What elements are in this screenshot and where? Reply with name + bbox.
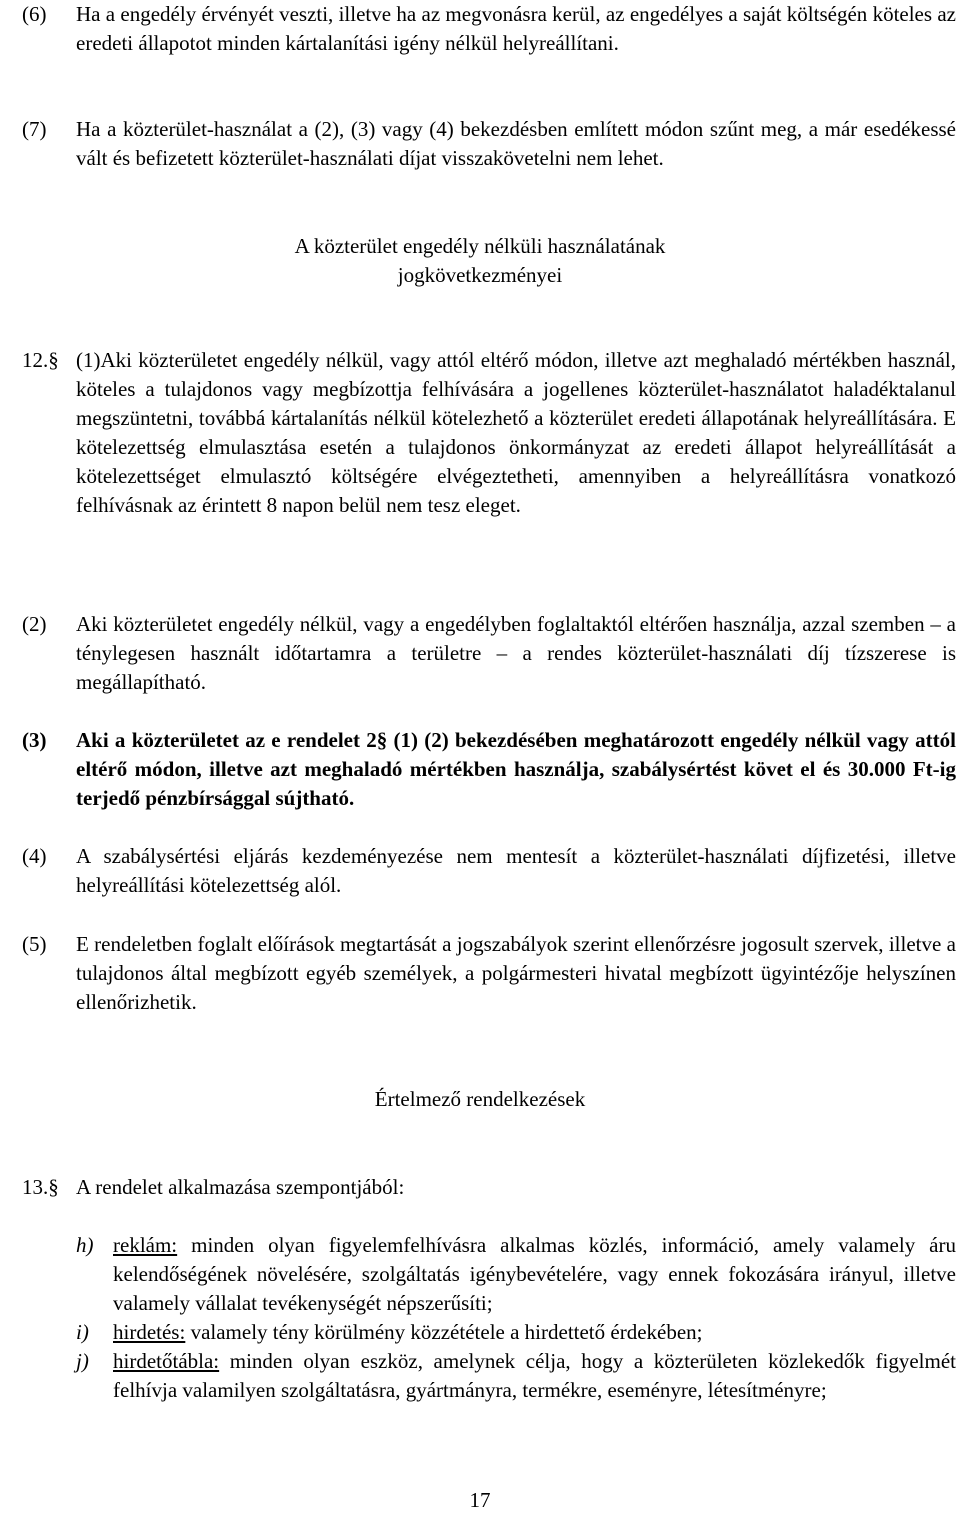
definitions-heading: Értelmező rendelkezések (374, 1087, 586, 1111)
definition-letter: j) (76, 1349, 89, 1373)
paragraph-12-5 (22, 930, 956, 1020)
definition-item (76, 1231, 956, 1321)
definition-text: minden olyan eszköz, amelynek célja, hogy a közterületen közlekedők figyelmét felhívja valamilyen szolgáltatásra, gyártmányra, termékre, eseményre, létesítményre; (113, 1349, 956, 1402)
paragraph-12-4 (22, 842, 956, 902)
paragraph-text: Aki közterületet engedély nélkül, vagy a engedélyben foglaltaktól eltérően használja, azzal szemben – a ténylegesen használt időtartamra a területre – a rendes közterület-használati díj tízszerese is megállapítható. (76, 612, 956, 694)
paragraph-number: (3) (22, 728, 47, 752)
paragraph-7 (22, 115, 956, 175)
section-text: A rendelet alkalmazása szempontjából: (76, 1175, 405, 1199)
section-number: 12.§ (22, 348, 59, 372)
paragraph-number: (4) (22, 844, 47, 868)
definition-letter: h) (76, 1233, 94, 1257)
paragraph-number: (7) (22, 117, 47, 141)
page-number: 17 (469, 1488, 491, 1512)
section-text: (1)Aki közterületet engedély nélkül, vagy attól eltérő módon, illetve azt meghaladó mértékben használ, köteles a tulajdonos vagy megbízottja felhívására a jogellenes közterület-használatot haladéktalanul megszüntetni, továbbá kártalanítás nélkül kötelezhető a közterület eredeti állapotának helyreállítására. E kötelezettség elmulasztása esetén a tulajdonos önkormányzat az eredeti állapot helyreállítását a kötelezettséget elmulasztó költségére elvégeztetheti, amennyiben a helyreállításra vonatkozó felhívásnak az érintett 8 napon belül nem tesz eleget. (76, 348, 956, 517)
definition-item (76, 1318, 956, 1348)
section-number: 13.§ (22, 1175, 59, 1199)
paragraph-text: E rendeletben foglalt előírások megtartását a jogszabályok szerint ellenőrzésre jogosult szervek, illetve a tulajdonos által megbízott egyéb személyek, a polgármesteri hivatal megbízott ügyintézője helyszínen ellenőrizhetik. (76, 932, 956, 1014)
paragraph-text: Ha a közterület-használat a (2), (3) vagy (4) bekezdésben említett módon szűnt meg, a már esedékessé vált és befizetett közterület-használati díjat visszakövetelni nem lehet. (76, 117, 956, 170)
definition-text: minden olyan figyelemfelhívásra alkalmas közlés, információ, amely valamely áru kelendőségének növelésére, szolgáltatás igénybevételére, vagy ennek fokozására irányul, illetve valamely vállalat tevékenységét népszerűsíti; (113, 1233, 956, 1315)
definition-body (113, 1231, 956, 1318)
section-12 (22, 346, 956, 556)
definition-text: valamely tény körülmény közzététele a hirdettető érdekében; (190, 1320, 703, 1344)
definition-body (113, 1347, 956, 1405)
definition-item (76, 1347, 956, 1437)
section-heading-line-1: A közterület engedély nélküli használatának (294, 234, 666, 258)
definition-body (113, 1318, 956, 1347)
paragraph-12-3 (22, 726, 956, 816)
paragraph-6 (22, 0, 956, 90)
paragraph-number: (5) (22, 932, 47, 956)
definition-term: reklám: (113, 1233, 178, 1257)
definition-letter: i) (76, 1320, 89, 1344)
definition-term: hirdetőtábla: (113, 1349, 220, 1373)
definition-term: hirdetés: (113, 1320, 186, 1344)
section-heading-line-2: jogkövetkezményei (397, 263, 563, 287)
paragraph-number: (6) (22, 2, 47, 26)
paragraph-text: A szabálysértési eljárás kezdeményezése nem mentesít a közterület-használati díjfizetési, illetve helyreállítási kötelezettség alól. (76, 844, 956, 897)
paragraph-number: (2) (22, 612, 47, 636)
section-heading (0, 232, 960, 290)
paragraph-12-2 (22, 610, 956, 700)
paragraph-text: Ha a engedély érvényét veszti, illetve ha az megvonásra kerül, az engedélyes a saját költségén köteles az eredeti állapotot minden kártalanítási igény nélkül helyreállítani. (76, 2, 956, 55)
section-13 (22, 1173, 956, 1203)
paragraph-text: Aki a közterületet az e rendelet 2§ (1) (2) bekezdésében meghatározott engedély nélkül vagy attól eltérő módon, illetve azt meghaladó mértékben használja, szabálysértést követ el és 30.000 Ft-ig terjedő pénzbírsággal sújtható. (76, 728, 956, 810)
